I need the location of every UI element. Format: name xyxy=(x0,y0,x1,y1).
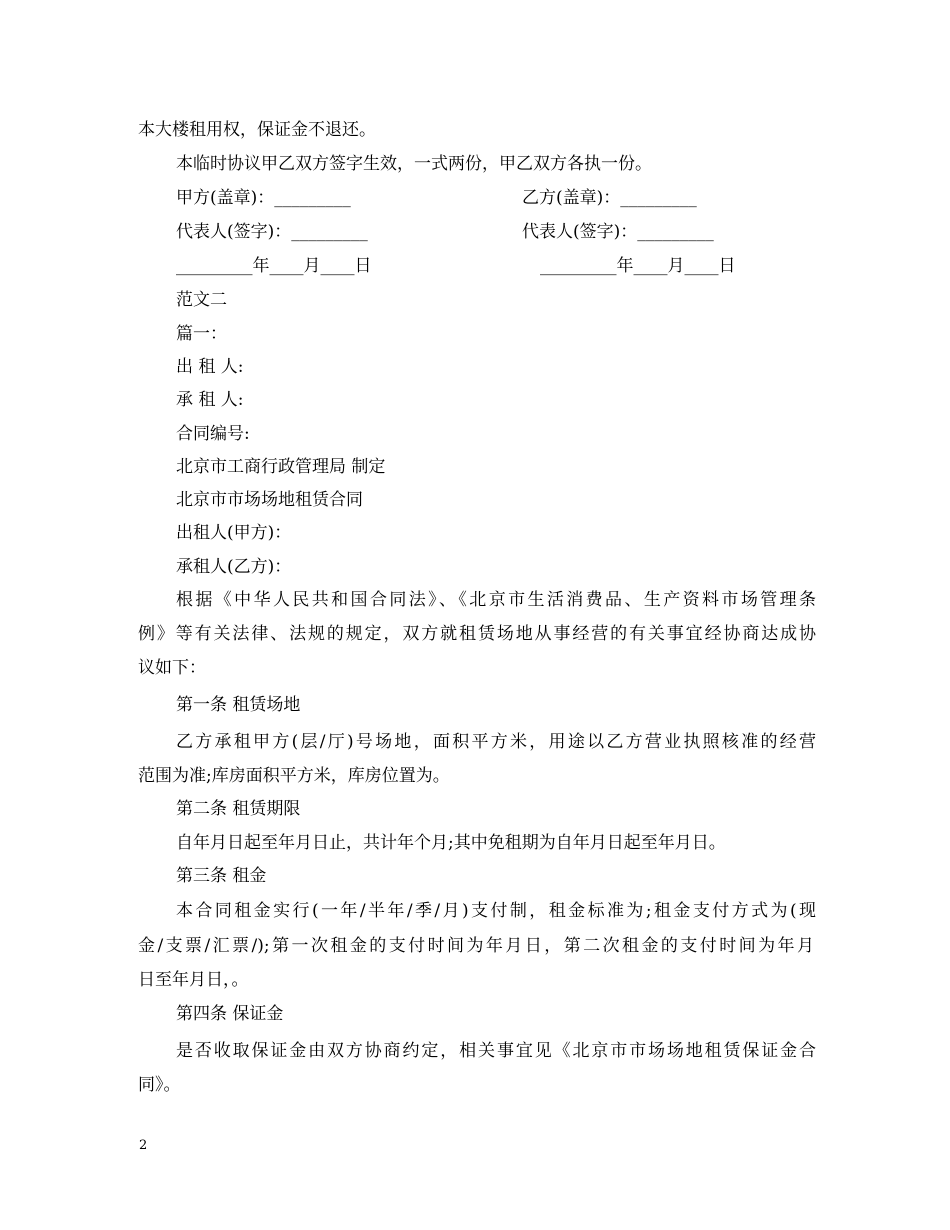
article-heading: 第三条 租金 xyxy=(176,866,267,886)
paragraph-line: 议如下： xyxy=(138,658,206,678)
paragraph-line: 本大楼租用权，保证金不退还。 xyxy=(138,120,376,140)
paragraph-line: 本合同租金实行(一年/半年/季/月)支付制，租金标准为;租金支付方式为(现 xyxy=(176,901,816,921)
paragraph-line: 金/支票/汇票/);第一次租金的支付时间为年月日，第二次租金的支付时间为年月 xyxy=(138,936,814,956)
paragraph-line: 是否收取保证金由双方协商约定，相关事宜见《北京市市场场地租赁保证金合 xyxy=(176,1041,816,1061)
lessor-party-field: 出租人(甲方)： xyxy=(176,523,292,543)
page-number: 2 xyxy=(139,1138,148,1153)
paragraph-line: 乙方承租甲方(层/厅)号场地，面积平方米，用途以乙方营业执照核准的经营 xyxy=(176,732,816,752)
section-heading: 篇一： xyxy=(176,324,227,344)
paragraph-line: 范围为准;库房面积平方米，库房位置为。 xyxy=(138,766,450,786)
lessee-party-field: 承租人(乙方)： xyxy=(176,557,292,577)
contract-title: 北京市市场场地租赁合同 xyxy=(176,490,363,510)
section-heading: 范文二 xyxy=(176,290,227,310)
party-b-date-line: _________年____月____日 xyxy=(540,256,736,276)
paragraph-line: 根据《中华人民共和国合同法》、《北京市生活消费品、生产资料市场管理条 xyxy=(176,590,816,610)
article-heading: 第二条 租赁期限 xyxy=(176,799,301,819)
lessee-field: 承 租 人: xyxy=(176,390,244,410)
paragraph-line: 日至年月日，。 xyxy=(138,970,249,990)
contract-number-field: 合同编号: xyxy=(176,424,250,444)
party-b-signature-line: 代表人(签字)：_________ xyxy=(522,222,714,242)
paragraph-line: 同》。 xyxy=(138,1075,181,1095)
lessor-field: 出 租 人: xyxy=(176,357,244,377)
party-a-seal-line: 甲方(盖章)：_________ xyxy=(176,188,351,208)
paragraph-line: 例》等有关法律、法规的规定，双方就租赁场地从事经营的有关事宜经协商达成协 xyxy=(138,624,816,644)
party-a-signature-line: 代表人(签字)：_________ xyxy=(176,222,368,242)
paragraph-line: 本临时协议甲乙双方签字生效，一式两份，甲乙双方各执一份。 xyxy=(176,154,652,174)
issuing-authority-line: 北京市工商行政管理局 制定 xyxy=(176,457,386,477)
article-heading: 第四条 保证金 xyxy=(176,1004,284,1024)
party-a-date-line: _________年____月____日 xyxy=(176,256,372,276)
article-heading: 第一条 租赁场地 xyxy=(176,695,301,715)
paragraph-line: 自年月日起至年月日止，共计年个月;其中免租期为自年月日起至年月日。 xyxy=(176,833,726,853)
party-b-seal-line: 乙方(盖章)：_________ xyxy=(522,188,697,208)
